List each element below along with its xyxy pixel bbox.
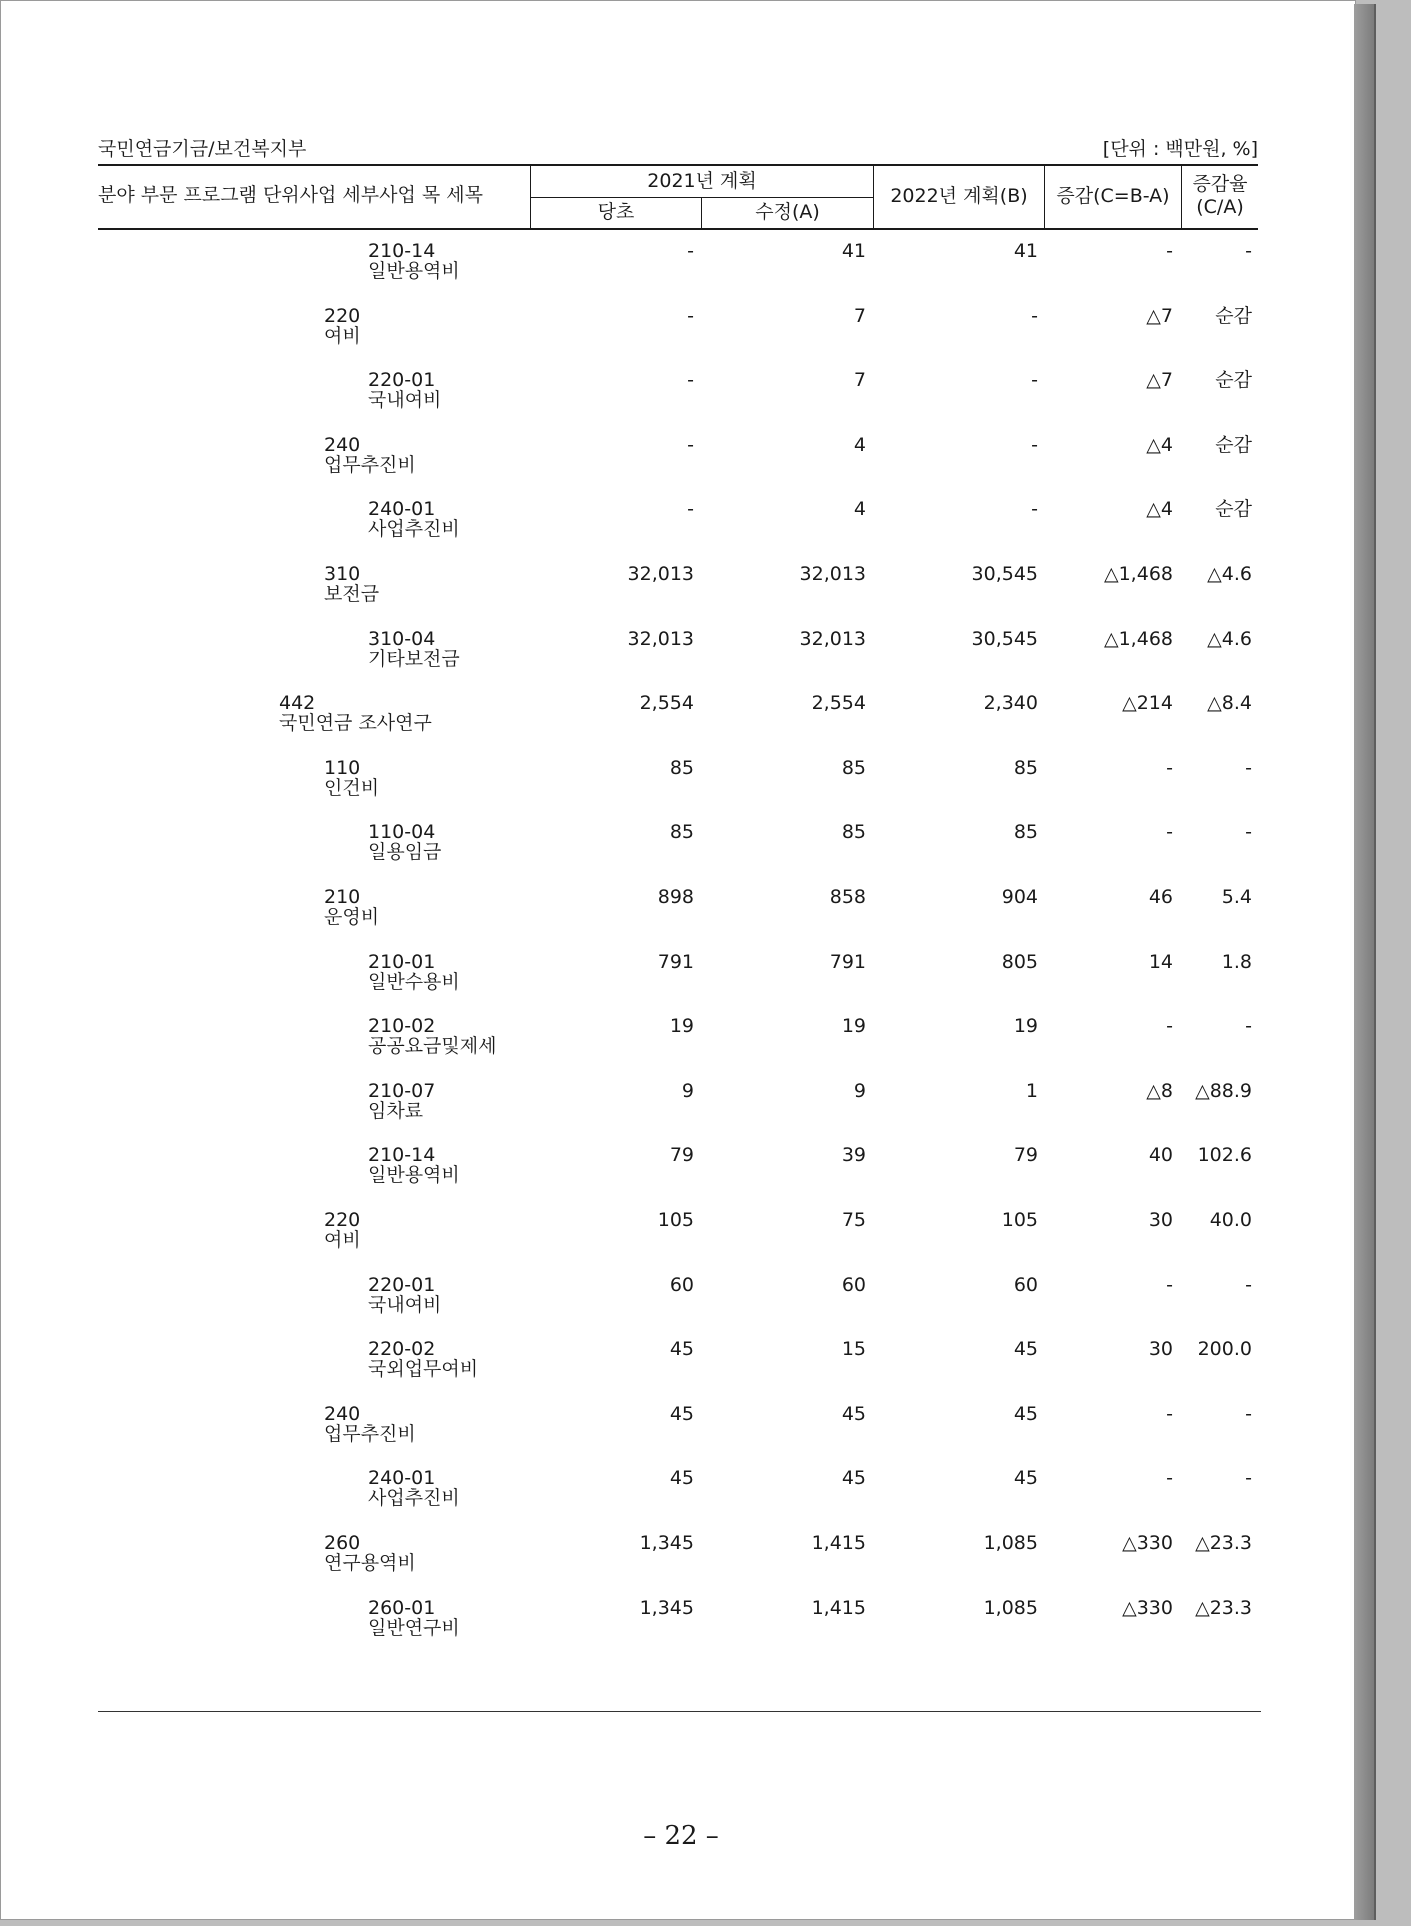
revised-amount: 85: [841, 756, 866, 779]
revised-amount: 75: [841, 1209, 866, 1231]
plan2022-amount: 85: [1013, 756, 1038, 779]
item-name: 연구용역비: [324, 1552, 416, 1574]
rate-header-line1: 증감율: [1192, 173, 1248, 195]
table-row: [1, 629, 1357, 693]
change-amount: -: [1166, 756, 1173, 779]
change-rate: -: [1245, 1015, 1252, 1038]
change-rate: -: [1245, 821, 1252, 844]
change-rate: △23.3: [1195, 1596, 1252, 1619]
original-amount: 19: [669, 1015, 694, 1038]
change-rate: 40.0: [1209, 1209, 1252, 1231]
table-row: [1, 1081, 1357, 1145]
item-name: 인건비: [324, 776, 380, 799]
original-amount: 45: [669, 1338, 694, 1361]
change-rate: -: [1245, 1273, 1252, 1296]
plan2022-amount: 1: [1025, 1079, 1038, 1102]
revised-amount: 858: [829, 886, 866, 908]
item-code: 310-04: [368, 627, 436, 650]
revised-amount: 791: [829, 950, 866, 973]
item-name: 여비: [324, 1229, 361, 1251]
change-amount: △7: [1146, 304, 1173, 327]
original-amount: 898: [657, 886, 694, 908]
item-code: 210-02: [368, 1015, 436, 1038]
revised-amount: 1,415: [811, 1596, 866, 1619]
original-amount: 79: [669, 1144, 694, 1167]
change-rate: -: [1245, 756, 1252, 779]
item-code: 210-01: [368, 950, 436, 973]
plan2022-amount: 1,085: [983, 1596, 1038, 1619]
revised-amount: 41: [841, 240, 866, 262]
plan2022-amount: 19: [1013, 1015, 1038, 1038]
revised-amount: 1,415: [811, 1532, 866, 1554]
change-amount: △4: [1146, 498, 1173, 521]
revised-amount: 4: [853, 498, 866, 521]
change-amount: △214: [1122, 692, 1173, 715]
item-name: 여비: [324, 324, 361, 347]
table-row: [1, 1016, 1357, 1080]
item-name: 국민연금 조사연구: [279, 712, 432, 735]
plan2022-amount: -: [1031, 369, 1038, 392]
plan2022-amount: 1,085: [983, 1532, 1038, 1554]
plan2022-amount: 85: [1013, 821, 1038, 844]
table-row: [1, 758, 1357, 822]
original-amount: 105: [657, 1209, 694, 1231]
original-amount: -: [687, 240, 694, 262]
plan2022-amount: -: [1031, 433, 1038, 456]
item-code: 110-04: [368, 821, 436, 844]
change-amount: -: [1166, 1402, 1173, 1425]
item-name: 사업추진비: [368, 518, 460, 541]
revised-amount: 4: [853, 433, 866, 456]
change-amount: -: [1166, 1467, 1173, 1490]
change-rate: 5.4: [1221, 886, 1252, 908]
item-code: 442: [279, 692, 316, 715]
item-name: 기타보전금: [368, 647, 460, 670]
item-name: 업무추진비: [324, 453, 416, 476]
change-amount: -: [1166, 1015, 1173, 1038]
original-amount: 9: [681, 1079, 694, 1102]
original-amount: 45: [669, 1467, 694, 1490]
revised-amount: 9: [853, 1079, 866, 1102]
change-rate: 102.6: [1197, 1144, 1252, 1167]
table-row: [1, 564, 1357, 628]
change-amount: 46: [1148, 886, 1173, 908]
table-row: [1, 952, 1357, 1016]
page-edge-shadow: [1354, 4, 1376, 1920]
change-amount: △1,468: [1103, 563, 1173, 585]
table-row: [1, 1210, 1357, 1274]
revised-amount: 45: [841, 1467, 866, 1490]
table-header-bottom-rule: [98, 228, 1258, 230]
footer-rule: [98, 1711, 1261, 1712]
change-amount: -: [1166, 1273, 1173, 1296]
table-top-rule: [98, 164, 1258, 166]
item-name: 일반용역비: [368, 1164, 460, 1187]
item-code: 240: [324, 433, 361, 456]
change-rate: △4.6: [1207, 627, 1252, 650]
item-code: 210: [324, 886, 361, 908]
plan2022-amount: 45: [1013, 1467, 1038, 1490]
table-row: [1, 1598, 1357, 1662]
plan2022-amount: -: [1031, 304, 1038, 327]
change-amount: △4: [1146, 433, 1173, 456]
revised-amount: 39: [841, 1144, 866, 1167]
change-rate: -: [1245, 1402, 1252, 1425]
table-row: [1, 435, 1357, 499]
plan2022-amount: 30,545: [971, 627, 1038, 650]
plan2022-amount: 805: [1001, 950, 1038, 973]
original-amount: 32,013: [627, 627, 694, 650]
table-row: [1, 1468, 1357, 1532]
table-row: [1, 370, 1357, 434]
change-rate: △88.9: [1195, 1079, 1252, 1102]
table-row: [1, 499, 1357, 563]
original-amount: 60: [669, 1273, 694, 1296]
item-code: 310: [324, 563, 361, 585]
plan2021-header: 2021년 계획: [647, 170, 757, 192]
item-code: 210-14: [368, 240, 436, 262]
table-row: [1, 822, 1357, 886]
change-rate: 순감: [1215, 498, 1252, 521]
change-rate: 1.8: [1221, 950, 1252, 973]
plan2022-amount: 45: [1013, 1402, 1038, 1425]
revised-amount: 32,013: [799, 627, 866, 650]
table-row: [1, 693, 1357, 757]
change-amount: 30: [1148, 1209, 1173, 1231]
fund-title: 국민연금기금/보건복지부: [98, 138, 307, 160]
change-rate: 200.0: [1197, 1338, 1252, 1361]
original-amount: 1,345: [639, 1596, 694, 1619]
item-code: 220-02: [368, 1338, 436, 1361]
revised-amount: 7: [853, 304, 866, 327]
table-row: [1, 241, 1357, 305]
change-rate: △4.6: [1207, 563, 1252, 585]
table-row: [1, 887, 1357, 951]
revised-amount: 19: [841, 1015, 866, 1038]
original-amount: -: [687, 433, 694, 456]
table-row: [1, 1339, 1357, 1403]
plan2022-amount: 79: [1013, 1144, 1038, 1167]
change-amount: △8: [1146, 1079, 1173, 1102]
change-amount: 30: [1148, 1338, 1173, 1361]
item-name: 공공요금및제세: [368, 1035, 497, 1058]
item-name: 일반수용비: [368, 970, 460, 993]
item-name: 국내여비: [368, 1293, 442, 1316]
original-amount: -: [687, 304, 694, 327]
original-amount: -: [687, 498, 694, 521]
original-amount: 45: [669, 1402, 694, 1425]
revised-amount: 2,554: [811, 692, 866, 715]
item-name: 임차료: [368, 1099, 424, 1122]
plan2022-amount: 904: [1001, 886, 1038, 908]
change-amount: -: [1166, 821, 1173, 844]
page-number: – 22 –: [643, 1821, 719, 1851]
revised-amount: 85: [841, 821, 866, 844]
change-amount: △330: [1122, 1596, 1173, 1619]
table-row: [1, 306, 1357, 370]
change-rate: △23.3: [1195, 1532, 1252, 1554]
original-amount: 791: [657, 950, 694, 973]
original-amount: 2,554: [639, 692, 694, 715]
original-amount: 85: [669, 821, 694, 844]
item-name: 일용임금: [368, 841, 442, 864]
plan2022-amount: 60: [1013, 1273, 1038, 1296]
rate-header: [1182, 173, 1258, 219]
revised-amount: 7: [853, 369, 866, 392]
revised-amount: 15: [841, 1338, 866, 1361]
revised-amount: 45: [841, 1402, 866, 1425]
plan2022-amount: 45: [1013, 1338, 1038, 1361]
plan2022-amount: 2,340: [983, 692, 1038, 715]
change-rate: 순감: [1215, 369, 1252, 392]
item-code: 240-01: [368, 1467, 436, 1490]
change-rate: 순감: [1215, 304, 1252, 327]
item-name: 국내여비: [368, 389, 442, 412]
plan2022-amount: 105: [1001, 1209, 1038, 1231]
item-name: 일반용역비: [368, 260, 460, 282]
plan2022-amount: -: [1031, 498, 1038, 521]
change-rate: 순감: [1215, 433, 1252, 456]
change-rate: △8.4: [1207, 692, 1252, 715]
item-name: 일반연구비: [368, 1616, 460, 1639]
table-row: [1, 1275, 1357, 1339]
item-code: 220: [324, 1209, 361, 1231]
change-amount: △1,468: [1103, 627, 1173, 650]
change-amount: △7: [1146, 369, 1173, 392]
change-rate: -: [1245, 1467, 1252, 1490]
plan2021-divider: [531, 197, 874, 198]
unit-label: [단위 : 백만원, %]: [1102, 138, 1258, 160]
item-code: 240-01: [368, 498, 436, 521]
item-code: 110: [324, 756, 361, 779]
item-code: 260-01: [368, 1596, 436, 1619]
item-code: 240: [324, 1402, 361, 1425]
item-code: 210-07: [368, 1079, 436, 1102]
item-code: 210-14: [368, 1144, 436, 1167]
item-name: 사업추진비: [368, 1487, 460, 1510]
item-code: 220-01: [368, 1273, 436, 1296]
change-amount: △330: [1122, 1532, 1173, 1554]
item-name: 업무추진비: [324, 1422, 416, 1445]
revised-amount: 60: [841, 1273, 866, 1296]
category-header: 분야 부문 프로그램 단위사업 세부사업 목 세목: [98, 184, 483, 206]
original-amount: 85: [669, 756, 694, 779]
original-amount: -: [687, 369, 694, 392]
table-row: [1, 1145, 1357, 1209]
change-amount: 14: [1148, 950, 1173, 973]
change-header: 증감(C=B-A): [1056, 185, 1170, 207]
plan2022-amount: 41: [1013, 240, 1038, 262]
item-code: 260: [324, 1532, 361, 1554]
original-amount: 32,013: [627, 563, 694, 585]
table-row: [1, 1533, 1357, 1597]
plan2022-amount: 30,545: [971, 563, 1038, 585]
revised-header: 수정(A): [755, 201, 820, 223]
original-header: 당초: [597, 201, 635, 223]
plan2022-header: 2022년 계획(B): [890, 185, 1028, 207]
original-amount: 1,345: [639, 1532, 694, 1554]
item-name: 국외업무여비: [368, 1358, 479, 1381]
item-name: 보전금: [324, 583, 380, 605]
change-amount: -: [1166, 240, 1173, 262]
item-code: 220: [324, 304, 361, 327]
item-code: 220-01: [368, 369, 436, 392]
change-amount: 40: [1148, 1144, 1173, 1167]
item-name: 운영비: [324, 906, 380, 928]
revised-amount: 32,013: [799, 563, 866, 585]
table-row: [1, 1404, 1357, 1468]
rate-header-line2: (C/A): [1196, 196, 1244, 218]
change-rate: -: [1245, 240, 1252, 262]
